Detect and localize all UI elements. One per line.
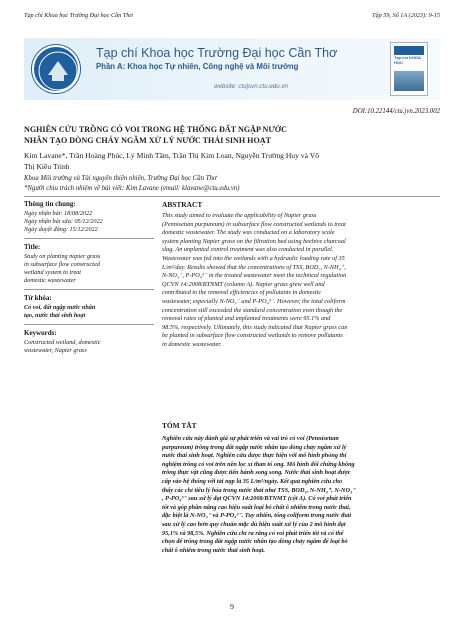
tukhoa-heading: Từ khóa: — [24, 294, 52, 302]
tomtat-line: đặc biệt là N-NO₃⁻ và P-PO₄³⁻. Tuy nhiên, tổng coliform trong nước thải — [162, 512, 352, 520]
abstract-line: contributed to the removal efficiencies of pollutants in domestic — [162, 289, 322, 297]
authors-line: Thị Kiều Trinh — [24, 161, 70, 171]
running-head — [24, 12, 440, 24]
divider — [24, 238, 154, 239]
cover-top-band — [394, 46, 424, 55]
cover-text: Tạp chí KHOA HỌC — [394, 55, 421, 65]
tomtat-line: Nghiên cứu này đánh giá sự phát triển và vai trò cỏ voi (Pennisetum — [162, 435, 339, 442]
journal-website[interactable]: website: ctujsvn.ctu.edu.vn — [214, 83, 288, 90]
tomtat-line: sau xử lý cao hơn quy chuẩn mặc dù hiệu suất xử lý của 2 mô hình đạt — [162, 520, 346, 528]
paper-title-line: NGHIÊN CỨU TRỒNG CỎ VOI TRONG HỆ THỐNG ĐẤT NGẬP NƯỚC — [24, 125, 287, 134]
divider — [24, 196, 440, 197]
tomtat-body — [162, 435, 440, 555]
doi[interactable]: DOI:10.22144/ctu.jvn.2023.002 — [352, 108, 440, 115]
authors — [24, 151, 440, 172]
abstract-body — [162, 212, 440, 350]
abstract-line: system planting Napier grass on the filtration bed using beehive charcoal — [162, 237, 346, 245]
page-number: 9 — [230, 602, 234, 611]
tomtat-line: nước thải sinh hoạt. Nghiên cứu được thực hiện với mô hình phòng thí — [162, 452, 347, 460]
divider — [24, 289, 154, 290]
university-logo-icon — [32, 45, 80, 93]
abstract-line: QCVN 14:2008/BTNMT (column A). Napier grass grew well and — [162, 280, 325, 288]
tukhoa-line: tạo, nước thải sinh hoạt — [24, 312, 86, 319]
abstract-line: 98.5%, respectively. Ultimately, this study indicated that Napier grass can — [162, 323, 348, 331]
english-title-line: Study on planting napier grass — [24, 253, 101, 260]
journal-title: Tạp chí Khoa học Trường Đại học Cần Thơ — [96, 46, 338, 60]
tomtat-line: , P-PO₄³⁻ sau xử lý đạt QCVN 14:2008/BTNMT (cột A). Cỏ voi phát triển — [162, 495, 352, 503]
paper-title — [24, 124, 424, 146]
english-title-line: wetland system to treat — [24, 269, 81, 276]
abstract-line: This study aimed to evaluate the applicability of Napier grass — [162, 212, 317, 219]
abstract-line: L/m²/day. Results showed that the concentrations of TSS, BOD₅, N-NH₄⁺, — [162, 263, 346, 271]
english-title-line: in subsurface flow constructed — [24, 261, 100, 268]
divider — [24, 324, 154, 325]
journal-banner — [24, 38, 440, 100]
journal-part: Phần A: Khoa học Tự nhiên, Công nghệ và Môi trường — [96, 62, 299, 71]
tomtat-line: cấp vào hệ thống với tải nạp là 35 L/m²/ngày. Kết quả nghiên cứu cho — [162, 477, 343, 485]
tomtat-line: tốt và góp phần nâng cao hiệu suất loại bỏ chất ô nhiễm trong nước thải, — [162, 503, 351, 511]
abstract-line: concentration still exceeded the standard concentration even though the — [162, 306, 343, 314]
info-heading: Thông tin chung: — [24, 200, 76, 208]
cover-image — [394, 71, 424, 91]
journal-cover-thumbnail — [390, 42, 428, 96]
running-head-volume: Tập 59, Số 1A (2023): 9-15 — [372, 12, 440, 19]
tukhoa-line: Cỏ voi, đất ngập nước nhân — [24, 304, 96, 311]
abstract-line: wastewater, especially N-NO₃⁻ and P-PO₄³⁻. However, the total coliform — [162, 297, 346, 305]
tomtat-line: 95,1% và 98,5%. Nghiên cứu chỉ ra rằng cỏ voi phát triển tốt và có thể — [162, 529, 344, 537]
tomtat-heading: TÓM TẮT — [162, 421, 197, 430]
authors-line: Kim Lavane*, Trần Hoàng Phúc, Lý Minh Tâm, Trần Thị Kim Loan, Nguyễn Trường Huy và Võ — [24, 151, 320, 160]
abstract-section — [162, 200, 440, 350]
tomtat-line: nghiệm trồng cỏ voi trên nền lọc xỉ than tổ ong. Mô hình đối chứng không — [162, 460, 355, 468]
title-heading: Title: — [24, 243, 41, 251]
keywords-line: wastewater, Napier grass — [24, 347, 87, 354]
tomtat-line: chất ô nhiễm trong nước thải sinh hoạt. — [162, 546, 265, 554]
date-revised: Ngày nhận bài sửa: 05/12/2022 — [24, 218, 103, 225]
english-title-line: domestic wastewater — [24, 277, 76, 284]
abstract-line: be planted in subsurface flow constructed wetlands to remove pollutants — [162, 332, 343, 340]
abstract-line: domestic wastewater. The study was conducted on a laboratory scale — [162, 229, 335, 237]
corresponding-author: *Người chịu trách nhiệm về bài viết: Kim Lavane (email: klavane@ctu.edu.vn) — [24, 185, 240, 192]
abstract-line: in domestic wastewater. — [162, 340, 222, 348]
running-head-journal: Tạp chí Khoa học Trường Đại học Cần Thơ — [24, 12, 133, 19]
abstract-line: slag. An unplanted control treatment was also conducted in parallel. — [162, 246, 334, 254]
tomtat-line: chọn để trồng trong đất ngập nước nhân tạo dòng chảy ngầm để loại bỏ — [162, 538, 348, 546]
date-accepted: Ngày duyệt đăng: 15/12/2022 — [24, 226, 98, 233]
keywords-heading: Keywords: — [24, 329, 57, 337]
abstract-line: N-NO₃⁻, P-PO₄³⁻ in the treated wastewater meet the technical regulation — [162, 272, 347, 280]
paper-title-line: NHÂN TẠO DÒNG CHẢY NGẦM XỬ LÝ NƯỚC THẢI SINH HOẠT — [24, 136, 272, 145]
abstract-line: removal rates of planted and unplanted treatments were 95.1% and — [162, 315, 331, 323]
article-info-sidebar — [24, 200, 154, 355]
abstract-line: (Pennisetum purpureum) in subsurface flow constructed wetlands to treat — [162, 220, 346, 228]
tomtat-line: thấy các chỉ tiêu lý hóa trong nước thải như TSS, BOD₅, N-NH₄⁺, N-NO₃⁻ — [162, 486, 356, 494]
abstract-heading: ABSTRACT — [162, 200, 203, 209]
tomtat-line: purpureum) trồng trong đất ngập nước nhân tạo dòng chảy ngầm xử lý — [162, 443, 347, 451]
abstract-line: Wastewater was fed into the wetlands with a hydraulic loading rate of 35 — [162, 254, 345, 262]
keywords-line: Constructed wetland, domestic — [24, 339, 101, 346]
tomtat-line: trồng thực vật cũng được tiến hành song song. Nước thải sinh hoạt được — [162, 469, 351, 477]
date-received: Ngày nhận bài: 18/08/2022 — [24, 210, 93, 217]
affiliation: Khoa Môi trường và Tài nguyên thiên nhiên, Trường Đại học Cần Thơ — [24, 175, 217, 182]
